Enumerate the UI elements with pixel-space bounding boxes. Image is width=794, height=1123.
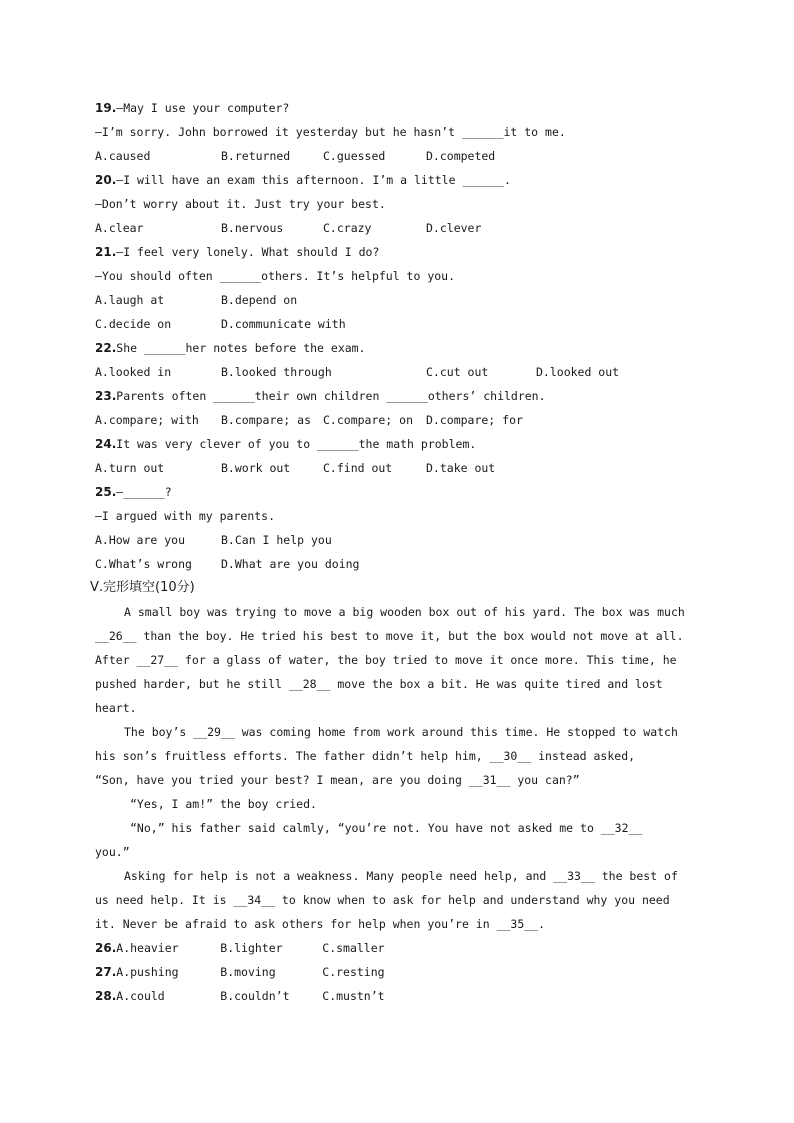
option[interactable]: D.communicate with	[221, 317, 346, 331]
question-25	[95, 484, 172, 500]
option[interactable]: C.compare; on	[323, 413, 414, 427]
option[interactable]: A.laugh at	[95, 293, 165, 307]
passage-line: his son’s fruitless efforts. The father didn’t help him, __30__ instead asked,	[95, 749, 636, 763]
cloze-question-26	[95, 940, 385, 956]
options-row	[95, 148, 495, 164]
option[interactable]: C.What’s wrong	[95, 557, 192, 571]
option[interactable]: C.resting	[322, 965, 385, 979]
passage-line: “Yes, I am!” the boy cried.	[130, 797, 317, 811]
options-row	[95, 460, 495, 476]
option[interactable]: B.work out	[221, 461, 291, 475]
question-23	[95, 388, 546, 404]
question-stem: It was very clever of you to ______the math problem.	[116, 437, 477, 451]
option[interactable]: C.smaller	[322, 941, 385, 955]
passage-line: pushed harder, but he still __28__ move the box a bit. He was quite tired and lost	[95, 677, 663, 691]
option[interactable]: C.cut out	[426, 365, 489, 379]
options-row	[95, 532, 332, 548]
option[interactable]: D.What are you doing	[221, 557, 360, 571]
option[interactable]: B.compare; as	[221, 413, 312, 427]
options-row	[95, 364, 619, 380]
question-line: —I argued with my parents.	[95, 509, 276, 523]
option[interactable]: C.guessed	[323, 149, 386, 163]
section-title: Ⅴ.完形填空(10分)	[90, 580, 195, 595]
options-row	[95, 412, 523, 428]
option[interactable]: D.clever	[426, 221, 482, 235]
cloze-question-27	[95, 964, 385, 980]
options-row	[95, 220, 481, 236]
option[interactable]: B.moving	[220, 965, 276, 979]
options-row	[95, 556, 359, 572]
option[interactable]: A.caused	[95, 149, 151, 163]
passage-line: it. Never be afraid to ask others for help when you’re in __35__.	[95, 917, 546, 931]
question-number: 19.	[95, 101, 117, 115]
option[interactable]: A.clear	[95, 221, 144, 235]
option[interactable]: C.find out	[323, 461, 393, 475]
passage-line: you.”	[95, 845, 130, 859]
passage-line: Asking for help is not a weakness. Many people need help, and __33__ the best of	[124, 869, 678, 883]
passage-line: A small boy was trying to move a big wooden box out of his yard. The box was much	[124, 605, 685, 619]
option[interactable]: B.Can I help you	[221, 533, 332, 547]
question-24	[95, 436, 476, 452]
question-stem: —______?	[116, 485, 172, 499]
options-row	[95, 292, 297, 308]
question-line: —Don’t worry about it. Just try your best.	[95, 197, 386, 211]
options-row	[95, 316, 346, 332]
option[interactable]: B.nervous	[221, 221, 284, 235]
passage-line: __26__ than the boy. He tried his best to move it, but the box would not move at all.	[95, 629, 684, 643]
option[interactable]: B.returned	[221, 149, 291, 163]
option[interactable]: D.looked out	[536, 365, 620, 379]
passage-line: heart.	[95, 701, 137, 715]
option[interactable]: C.crazy	[323, 221, 372, 235]
question-number: 26.	[95, 941, 117, 955]
question-line: —You should often ______others. It’s helpful to you.	[95, 269, 456, 283]
question-stem: —I feel very lonely. What should I do?	[116, 245, 380, 259]
question-number: 22.	[95, 341, 117, 355]
option[interactable]: A.compare; with	[95, 413, 199, 427]
option[interactable]: B.lighter	[220, 941, 283, 955]
option[interactable]: B.depend on	[221, 293, 298, 307]
option[interactable]: C.decide on	[95, 317, 172, 331]
cloze-question-28	[95, 988, 385, 1004]
passage-line: “Son, have you tried your best? I mean, are you doing __31__ you can?”	[95, 773, 580, 787]
question-line: —I’m sorry. John borrowed it yesterday but he hasn’t ______it to me.	[95, 125, 566, 139]
question-number: 24.	[95, 437, 117, 451]
question-number: 28.	[95, 989, 117, 1003]
question-21	[95, 244, 379, 260]
question-stem: —I will have an exam this afternoon. I’m a little ______.	[116, 173, 511, 187]
question-number: 21.	[95, 245, 117, 259]
option[interactable]: A.How are you	[95, 533, 186, 547]
option[interactable]: B.looked through	[221, 365, 332, 379]
option[interactable]: A.pushing	[116, 965, 179, 979]
question-number: 20.	[95, 173, 117, 187]
question-19	[95, 100, 289, 116]
option[interactable]: D.competed	[426, 149, 496, 163]
question-22	[95, 340, 366, 356]
option[interactable]: A.turn out	[95, 461, 165, 475]
passage-line: After __27__ for a glass of water, the boy tried to move it once more. This time, he	[95, 653, 677, 667]
passage-line: us need help. It is __34__ to know when to ask for help and understand why you need	[95, 893, 670, 907]
option[interactable]: B.couldn’t	[220, 989, 290, 1003]
question-number: 27.	[95, 965, 117, 979]
option[interactable]: C.mustn’t	[322, 989, 385, 1003]
question-20	[95, 172, 511, 188]
question-stem: She ______her notes before the exam.	[116, 341, 366, 355]
question-stem: Parents often ______their own children ______others’ children.	[116, 389, 546, 403]
option[interactable]: D.compare; for	[426, 413, 523, 427]
option[interactable]: A.looked in	[95, 365, 172, 379]
option[interactable]: D.take out	[426, 461, 496, 475]
option[interactable]: A.heavier	[116, 941, 179, 955]
question-number: 23.	[95, 389, 117, 403]
option[interactable]: A.could	[116, 989, 165, 1003]
question-number: 25.	[95, 485, 117, 499]
passage-line: The boy’s __29__ was coming home from work around this time. He stopped to watch	[124, 725, 678, 739]
passage-line: “No,” his father said calmly, “you’re not. You have not asked me to __32__	[130, 821, 643, 835]
question-stem: —May I use your computer?	[116, 101, 290, 115]
